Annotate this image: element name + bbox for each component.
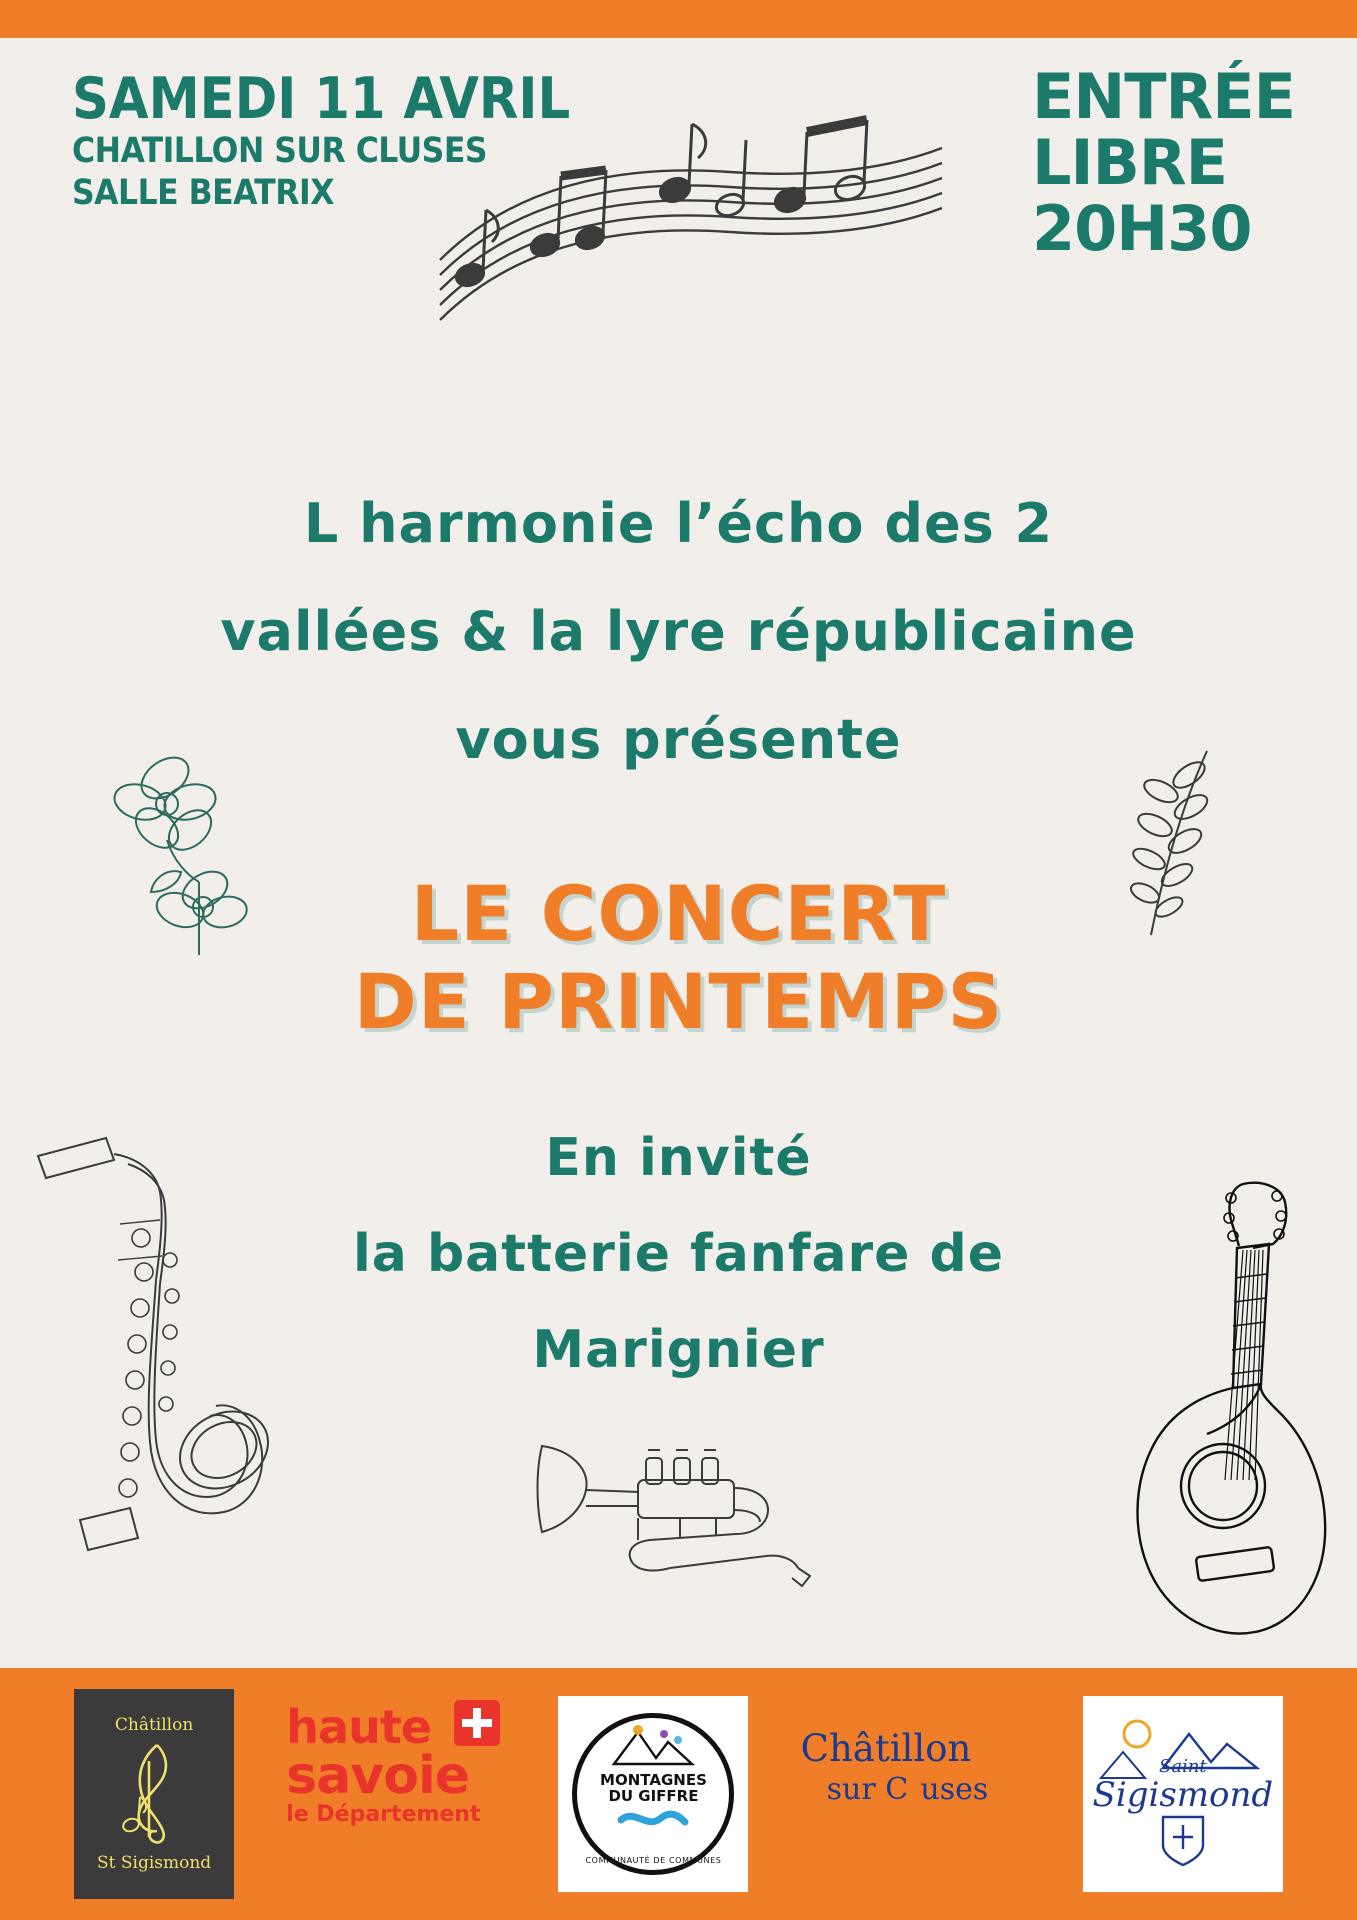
logo-chatillon-sur-cluses [801,1729,1031,1859]
intro-line-3: vous présente [455,708,902,771]
entry-line-2: LIBRE [1032,126,1227,199]
logo-chatillon-bottom-text: St Sigismond [96,1853,212,1873]
cc-line2: sur Cluses [826,1764,989,1808]
giffre-subtitle: COMMUNAUTÉ DE COMMUNES [585,1855,722,1865]
coat-of-arms-icon [1159,1813,1207,1867]
entry-time: 20H30 [1032,192,1252,265]
logo-chatillon-top-text: Châtillon [114,1715,194,1735]
event-date: SAMEDI 11 AVRIL [72,66,571,132]
guest-line-1: En invité [545,1128,812,1188]
logo-chatillon-st-sigismond [74,1689,234,1899]
music-staff-notes-icon [430,110,950,350]
acoustic-guitar-icon [1047,1170,1337,1670]
mountain-icon [608,1724,698,1768]
sigismond-landscape-icon [1093,1712,1273,1792]
trumpet-icon [530,1410,820,1630]
partner-logos [0,1668,1357,1920]
event-venue: SALLE BEATRIX [72,173,335,213]
logo-hs-line2: savoie [286,1746,470,1806]
guest-line-3: Marignier [532,1320,825,1380]
logo-hs-line3: le Département [286,1802,481,1827]
sigismond-line1: Saint [1159,1755,1207,1777]
logo-montagnes-du-giffre [558,1696,748,1892]
river-icon [617,1804,689,1830]
treble-clef-icon [119,1739,189,1849]
event-city: CHATILLON SUR CLUSES [72,131,488,171]
logo-haute-savoie [286,1700,506,1884]
entry-info [1032,60,1295,265]
intro-line-2: vallées & la lyre républicaine [220,600,1137,663]
logo-hs-line1: haute [286,1700,432,1754]
logo-saint-sigismond [1083,1696,1283,1892]
entry-line-1: ENTRÉE [1032,60,1295,133]
intro-line-1: L harmonie l’écho des 2 [303,492,1054,555]
guest-line-2: la batterie fanfare de [352,1224,1005,1284]
giffre-name: MONTAGNES DU GIFFRE [600,1770,707,1805]
poster-title [0,870,1357,1046]
giffre-circle-emblem [572,1713,734,1875]
title-line-1: LE CONCERT [410,869,947,958]
top-orange-bar [0,0,1357,38]
sigismond-line2: Sigismond [1092,1774,1274,1815]
title-line-2: DE PRINTEMPS [353,957,1004,1046]
savoie-cross-icon [454,1700,500,1746]
cc-line1: Châtillon [800,1727,972,1770]
saxophone-icon [10,1120,310,1630]
